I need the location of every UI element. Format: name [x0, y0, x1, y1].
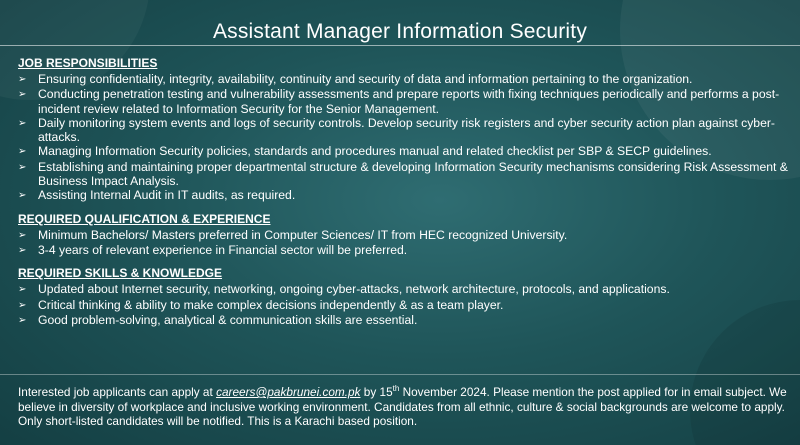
list-item-text: 3-4 years of relevant experience in Financial sector will be preferred.	[38, 242, 408, 257]
skills-list	[18, 282, 788, 328]
arrow-bullet-icon: ➢	[18, 244, 27, 256]
list-item	[18, 72, 788, 87]
job-description	[18, 56, 788, 336]
arrow-bullet-icon: ➢	[18, 74, 27, 85]
list-item-text: Establishing and maintaining proper departmental structure & developing Information Security mechanisms considering Risk Assessment & Business Impact Analysis.	[38, 159, 788, 189]
qualification-section	[18, 212, 788, 259]
careers-email-link[interactable]: careers@pakbrunei.com.pk	[216, 385, 361, 399]
list-item	[18, 228, 788, 243]
list-item	[18, 298, 788, 313]
ordinal-suffix: th	[392, 384, 400, 394]
arrow-bullet-icon: ➢	[18, 314, 27, 326]
list-item-text: Good problem-solving, analytical & communication skills are essential.	[38, 312, 418, 327]
list-item	[18, 144, 788, 159]
arrow-bullet-icon: ➢	[18, 146, 27, 158]
list-item-text: Daily monitoring system events and logs of security controls. Develop security risk registers and cyber security action plan against cyber-attacks.	[38, 115, 775, 145]
list-item-text: Managing Information Security policies, standards and procedures manual and related checklist per SBP & SECP guidelines.	[38, 144, 712, 159]
arrow-bullet-icon: ➢	[18, 117, 27, 129]
list-item-text: Critical thinking & ability to make complex decisions independently & as a team player.	[38, 297, 504, 312]
footer-intro-text: Interested job applicants can apply at	[18, 385, 217, 399]
list-item	[18, 116, 788, 145]
arrow-bullet-icon: ➢	[18, 229, 27, 241]
list-item-text: Assisting Internal Audit in IT audits, as required.	[38, 188, 296, 203]
qualification-list	[18, 228, 788, 259]
responsibilities-heading: JOB RESPONSIBILITIES	[18, 56, 158, 70]
list-item	[18, 313, 788, 328]
list-item	[18, 87, 788, 116]
list-item-text: Ensuring confidentiality, integrity, availability, continuity and security of data and information pertaining to the organization.	[38, 72, 693, 86]
skills-section	[18, 266, 788, 328]
application-note	[18, 385, 788, 429]
list-item-text: Updated about Internet security, networking, ongoing cyber-attacks, network architecture, protocols, and applications.	[38, 282, 670, 297]
list-item-text: Conducting penetration testing and vulnerability assessments and prepare reports with fixing techniques periodically and performs a post-incident review related to Information Security for the Senior Management.	[38, 87, 780, 116]
list-item	[18, 243, 788, 258]
skills-heading: REQUIRED SKILLS & KNOWLEDGE	[18, 266, 223, 281]
list-item	[18, 188, 788, 203]
arrow-bullet-icon: ➢	[18, 89, 27, 101]
arrow-bullet-icon: ➢	[18, 299, 27, 311]
list-item	[18, 282, 788, 297]
arrow-bullet-icon: ➢	[18, 161, 27, 173]
footer-details-text: November 2024. Please mention the post applied for in email subject. We believe in diversity of workplace and inclusive working environment. Candidates from all ethnic, culture & social backgrounds are welcome to apply. Only short-listed candidates will be notified. This is a Karachi based position.	[18, 385, 787, 429]
list-item	[18, 160, 788, 189]
responsibilities-section	[18, 56, 788, 204]
responsibilities-list	[18, 72, 788, 204]
footer-divider	[0, 374, 800, 375]
list-item-text: Minimum Bachelors/ Masters preferred in Computer Sciences/ IT from HEC recognized University.	[38, 227, 568, 242]
footer-by-text: by 15	[360, 385, 393, 399]
title-divider	[0, 45, 800, 46]
arrow-bullet-icon: ➢	[18, 190, 27, 202]
arrow-bullet-icon: ➢	[18, 284, 27, 296]
page-title: Assistant Manager Information Security	[212, 20, 588, 43]
qualification-heading: REQUIRED QUALIFICATION & EXPERIENCE	[18, 211, 271, 226]
